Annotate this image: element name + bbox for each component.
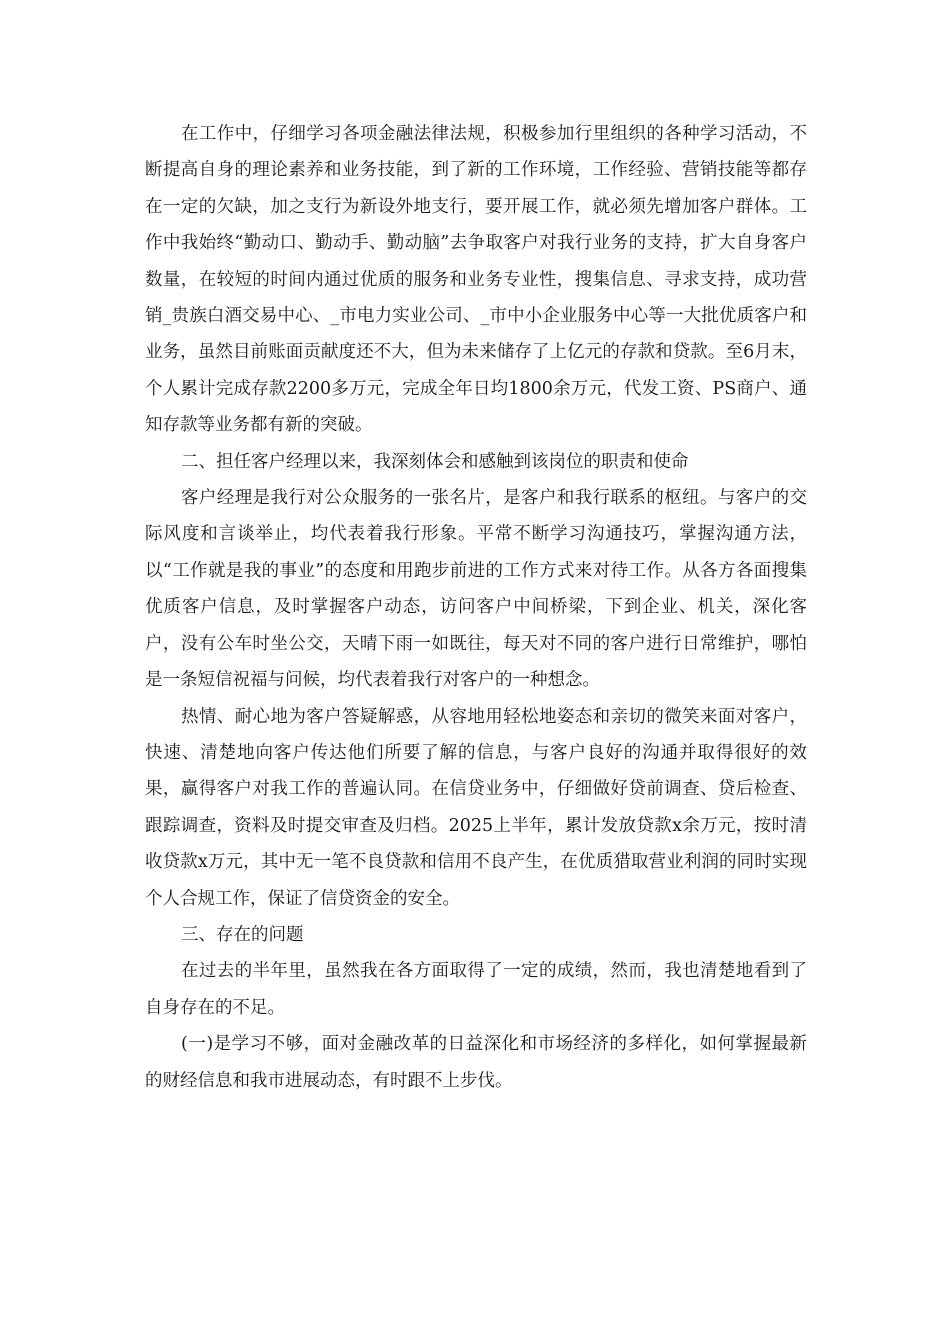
document-body xyxy=(145,116,807,1099)
paragraph-account-manager: 客户经理是我行对公众服务的一张名片，是客户和我行联系的枢纽。与客户的交际风度和言谈举止，均代表着我行形象。平常不断学习沟通技巧，掌握沟通方法，以“工作就是我的事业”的态度和用跑步前进的工作方式来对待工作。从各方各面搜集优质客户信息，及时掌握客户动态，访问客户中间桥梁，下到企业、机关，深化客户，没有公车时坐公交，天晴下雨一如既往，每天对不同的客户进行日常维护，哪怕是一条短信祝福与问候，均代表着我行对客户的一种想念。 xyxy=(145,488,807,691)
section-heading-problems: 三、存在的问题 xyxy=(181,924,304,945)
paragraph-problem-one: (一)是学习不够，面对金融改革的日益深化和市场经济的多样化，如何掌握最新的财经信息和我市进展动态，有时跟不上步伐。 xyxy=(145,1034,807,1091)
paragraph-work-study: 在工作中，仔细学习各项金融法律法规，积极参加行里组织的各种学习活动，不断提高自身的理论素养和业务技能，到了新的工作环境，工作经验、营销技能等都存在一定的欠缺，加之支行为新设外地支行，要开展工作，就必须先增加客户群体。工作中我始终“勤动口、勤动手、勤动脑”去争取客户对我行业务的支持，扩大自身客户数量，在较短的时间内通过优质的服务和业务专业性，搜集信息、寻求支持，成功营销_贵族白酒交易中心、_市电力实业公司、_市中小企业服务中心等一大批优质客户和业务，虽然目前账面贡献度还不大，但为未来储存了上亿元的存款和贷款。至6月末，个人累计完成存款2200多万元，完成全年日均1800余万元，代发工资、PS商户、通知存款等业务都有新的突破。 xyxy=(145,124,807,436)
paragraph-customer-service: 热情、耐心地为客户答疑解惑，从容地用轻松地姿态和亲切的微笑来面对客户，快速、清楚地向客户传达他们所要了解的信息，与客户良好的沟通并取得很好的效果，赢得客户对我工作的普遍认同。在信贷业务中，仔细做好贷前调查、贷后检查、跟踪调查，资料及时提交审查及归档。2025上半年，累计发放贷款x余万元，按时清收贷款x万元，其中无一笔不良贷款和信用不良产生，在优质猎取营业利润的同时实现个人合规工作，保证了信贷资金的安全。 xyxy=(145,706,807,909)
section-heading-responsibility: 二、担任客户经理以来，我深刻体会和感触到该岗位的职责和使命 xyxy=(181,451,689,472)
paragraph-shortcomings: 在过去的半年里，虽然我在各方面取得了一定的成绩，然而，我也清楚地看到了自身存在的不足。 xyxy=(145,961,807,1018)
